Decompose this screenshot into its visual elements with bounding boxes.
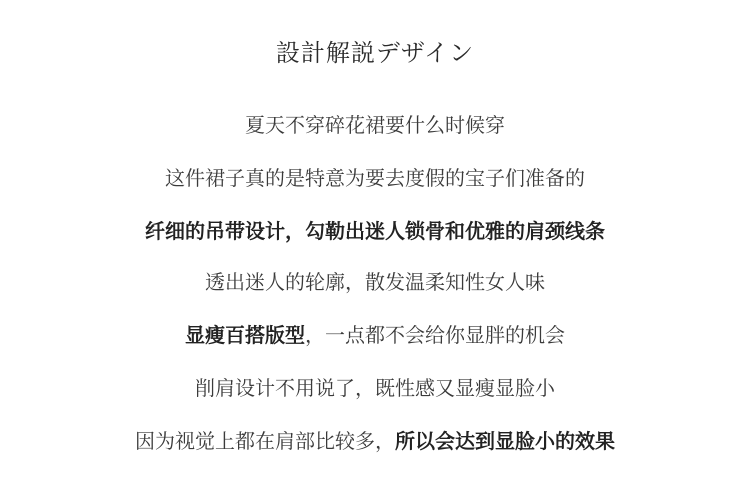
description-line-7-normal: 因为视觉上都在肩部比较多， <box>135 429 395 453</box>
description-line-5-normal: ，一点都不会给你显胖的机会 <box>305 323 565 347</box>
description-line-5 <box>0 319 750 351</box>
description-line-1: 夏天不穿碎花裙要什么时候穿 <box>245 113 505 137</box>
description-line-6: 削肩设计不用说了，既性感又显瘦显脸小 <box>195 376 555 400</box>
section-title: 設計解説デザイン <box>275 39 475 67</box>
description-line-3: 纤细的吊带设计，勾勒出迷人锁骨和优雅的肩颈线条 <box>145 219 605 243</box>
description-line-2: 这件裙子真的是特意为要去度假的宝子们准备的 <box>165 166 585 190</box>
description-line-7-bold: 所以会达到显脸小的效果 <box>395 429 615 453</box>
description-line-7 <box>0 425 750 457</box>
description-line-5-bold: 显瘦百搭版型 <box>185 323 305 347</box>
description-line-4: 透出迷人的轮廓，散发温柔知性女人味 <box>205 270 545 294</box>
